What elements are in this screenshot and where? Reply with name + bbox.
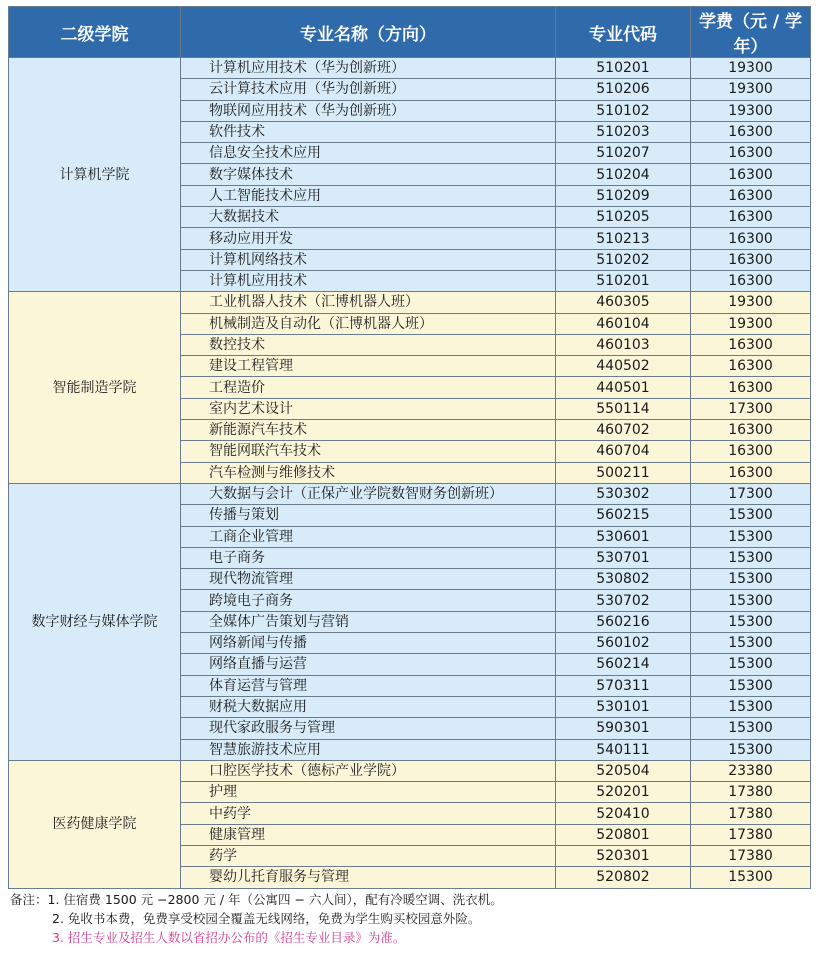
major-name: 跨境电子商务 <box>181 590 556 611</box>
major-code: 500211 <box>556 462 691 483</box>
major-name: 信息安全技术应用 <box>181 143 556 164</box>
major-name: 全媒体广告策划与营销 <box>181 611 556 632</box>
major-name: 机械制造及自动化（汇博机器人班） <box>181 313 556 334</box>
major-name: 网络直播与运营 <box>181 654 556 675</box>
major-code: 510209 <box>556 185 691 206</box>
major-name: 电子商务 <box>181 547 556 568</box>
major-code: 510102 <box>556 100 691 121</box>
major-code: 460104 <box>556 313 691 334</box>
tuition-fee: 17380 <box>691 803 811 824</box>
major-code: 510213 <box>556 228 691 249</box>
major-code: 510201 <box>556 58 691 79</box>
tuition-fee: 17380 <box>691 845 811 866</box>
major-name: 健康管理 <box>181 824 556 845</box>
tuition-fee: 15300 <box>691 654 811 675</box>
tuition-fee: 16300 <box>691 377 811 398</box>
table-row <box>9 483 811 504</box>
header-code: 专业代码 <box>556 7 691 58</box>
tuition-fee: 15300 <box>691 590 811 611</box>
major-name: 婴幼儿托育服务与管理 <box>181 867 556 888</box>
major-name: 口腔医学技术（德标产业学院） <box>181 760 556 781</box>
major-name: 新能源汽车技术 <box>181 420 556 441</box>
major-code: 440502 <box>556 356 691 377</box>
table-body <box>9 58 811 889</box>
table-row <box>9 292 811 313</box>
major-code: 460305 <box>556 292 691 313</box>
major-name: 工程造价 <box>181 377 556 398</box>
college-name: 智能制造学院 <box>9 292 181 484</box>
major-name: 体育运营与管理 <box>181 675 556 696</box>
tuition-fee: 16300 <box>691 185 811 206</box>
tuition-fee: 16300 <box>691 441 811 462</box>
major-name: 汽车检测与维修技术 <box>181 462 556 483</box>
major-code: 530101 <box>556 696 691 717</box>
major-name: 现代物流管理 <box>181 569 556 590</box>
major-code: 510205 <box>556 207 691 228</box>
major-name: 智能网联汽车技术 <box>181 441 556 462</box>
tuition-fee: 15300 <box>691 505 811 526</box>
major-name: 大数据与会计（正保产业学院数智财务创新班） <box>181 483 556 504</box>
table-header-row <box>9 7 811 58</box>
tuition-fee: 16300 <box>691 121 811 142</box>
header-college: 二级学院 <box>9 7 181 58</box>
tuition-fee: 19300 <box>691 100 811 121</box>
tuition-fee: 15300 <box>691 526 811 547</box>
major-name: 数控技术 <box>181 334 556 355</box>
major-code: 560214 <box>556 654 691 675</box>
major-code: 520410 <box>556 803 691 824</box>
major-name: 移动应用开发 <box>181 228 556 249</box>
tuition-table <box>8 6 811 889</box>
major-name: 建设工程管理 <box>181 356 556 377</box>
tuition-fee: 15300 <box>691 547 811 568</box>
note-line-2: 2. 免收书本费，免费享受校园全覆盖无线网络，免费为学生购买校园意外险。 <box>52 911 481 926</box>
college-name: 医药健康学院 <box>9 760 181 888</box>
tuition-fee: 19300 <box>691 58 811 79</box>
tuition-fee: 16300 <box>691 270 811 291</box>
major-code: 460103 <box>556 334 691 355</box>
major-name: 大数据技术 <box>181 207 556 228</box>
table-row <box>9 760 811 781</box>
notes <box>10 890 503 947</box>
major-code: 530601 <box>556 526 691 547</box>
major-code: 520301 <box>556 845 691 866</box>
tuition-fee: 23380 <box>691 760 811 781</box>
major-name: 数字媒体技术 <box>181 164 556 185</box>
tuition-fee: 16300 <box>691 143 811 164</box>
table-row <box>9 58 811 79</box>
major-name: 网络新闻与传播 <box>181 633 556 654</box>
tuition-fee: 17300 <box>691 483 811 504</box>
major-name: 现代家政服务与管理 <box>181 718 556 739</box>
tuition-fee: 19300 <box>691 292 811 313</box>
header-fee: 学费（元 / 学年） <box>691 7 811 58</box>
major-code: 530702 <box>556 590 691 611</box>
major-code: 440501 <box>556 377 691 398</box>
major-code: 510206 <box>556 79 691 100</box>
major-name: 物联网应用技术（华为创新班） <box>181 100 556 121</box>
major-code: 510202 <box>556 249 691 270</box>
major-code: 530701 <box>556 547 691 568</box>
major-name: 智慧旅游技术应用 <box>181 739 556 760</box>
tuition-fee: 16300 <box>691 356 811 377</box>
major-name: 人工智能技术应用 <box>181 185 556 206</box>
tuition-fee: 16300 <box>691 420 811 441</box>
major-code: 510203 <box>556 121 691 142</box>
college-name: 数字财经与媒体学院 <box>9 483 181 760</box>
note-line-1: 备注：1. 住宿费 1500 元 −2800 元 / 年（公寓四 − 六人间），配有冷暖空调、洗衣机。 <box>10 892 503 907</box>
major-name: 传播与策划 <box>181 505 556 526</box>
major-name: 财税大数据应用 <box>181 696 556 717</box>
tuition-fee: 15300 <box>691 611 811 632</box>
tuition-fee: 16300 <box>691 249 811 270</box>
tuition-fee: 19300 <box>691 313 811 334</box>
major-code: 510207 <box>556 143 691 164</box>
tuition-fee: 16300 <box>691 207 811 228</box>
major-name: 工商企业管理 <box>181 526 556 547</box>
tuition-fee: 17380 <box>691 824 811 845</box>
tuition-fee: 17300 <box>691 398 811 419</box>
major-code: 520801 <box>556 824 691 845</box>
major-name: 计算机应用技术 <box>181 270 556 291</box>
tuition-fee: 15300 <box>691 718 811 739</box>
major-name: 软件技术 <box>181 121 556 142</box>
major-code: 460704 <box>556 441 691 462</box>
header-major: 专业名称（方向） <box>181 7 556 58</box>
major-code: 520504 <box>556 760 691 781</box>
tuition-fee: 15300 <box>691 696 811 717</box>
major-code: 560216 <box>556 611 691 632</box>
major-name: 工业机器人技术（汇博机器人班） <box>181 292 556 313</box>
major-name: 室内艺术设计 <box>181 398 556 419</box>
tuition-fee: 15300 <box>691 569 811 590</box>
major-code: 460702 <box>556 420 691 441</box>
major-name: 护理 <box>181 782 556 803</box>
tuition-fee: 15300 <box>691 633 811 654</box>
major-code: 590301 <box>556 718 691 739</box>
major-code: 560215 <box>556 505 691 526</box>
college-name: 计算机学院 <box>9 58 181 292</box>
major-code: 510201 <box>556 270 691 291</box>
tuition-fee: 15300 <box>691 867 811 888</box>
major-code: 560102 <box>556 633 691 654</box>
major-name: 药学 <box>181 845 556 866</box>
major-name: 计算机网络技术 <box>181 249 556 270</box>
major-code: 530802 <box>556 569 691 590</box>
major-code: 540111 <box>556 739 691 760</box>
major-code: 510204 <box>556 164 691 185</box>
major-code: 520201 <box>556 782 691 803</box>
tuition-fee: 16300 <box>691 228 811 249</box>
tuition-fee: 17380 <box>691 782 811 803</box>
major-name: 中药学 <box>181 803 556 824</box>
major-code: 530302 <box>556 483 691 504</box>
tuition-fee: 19300 <box>691 79 811 100</box>
major-code: 550114 <box>556 398 691 419</box>
tuition-fee: 16300 <box>691 164 811 185</box>
tuition-fee: 15300 <box>691 675 811 696</box>
tuition-fee: 16300 <box>691 462 811 483</box>
note-line-3: 3. 招生专业及招生人数以省招办公布的《招生专业目录》为准。 <box>52 930 406 945</box>
tuition-fee: 16300 <box>691 334 811 355</box>
major-code: 520802 <box>556 867 691 888</box>
tuition-fee: 15300 <box>691 739 811 760</box>
major-name: 计算机应用技术（华为创新班） <box>181 58 556 79</box>
major-code: 570311 <box>556 675 691 696</box>
major-name: 云计算技术应用（华为创新班） <box>181 79 556 100</box>
